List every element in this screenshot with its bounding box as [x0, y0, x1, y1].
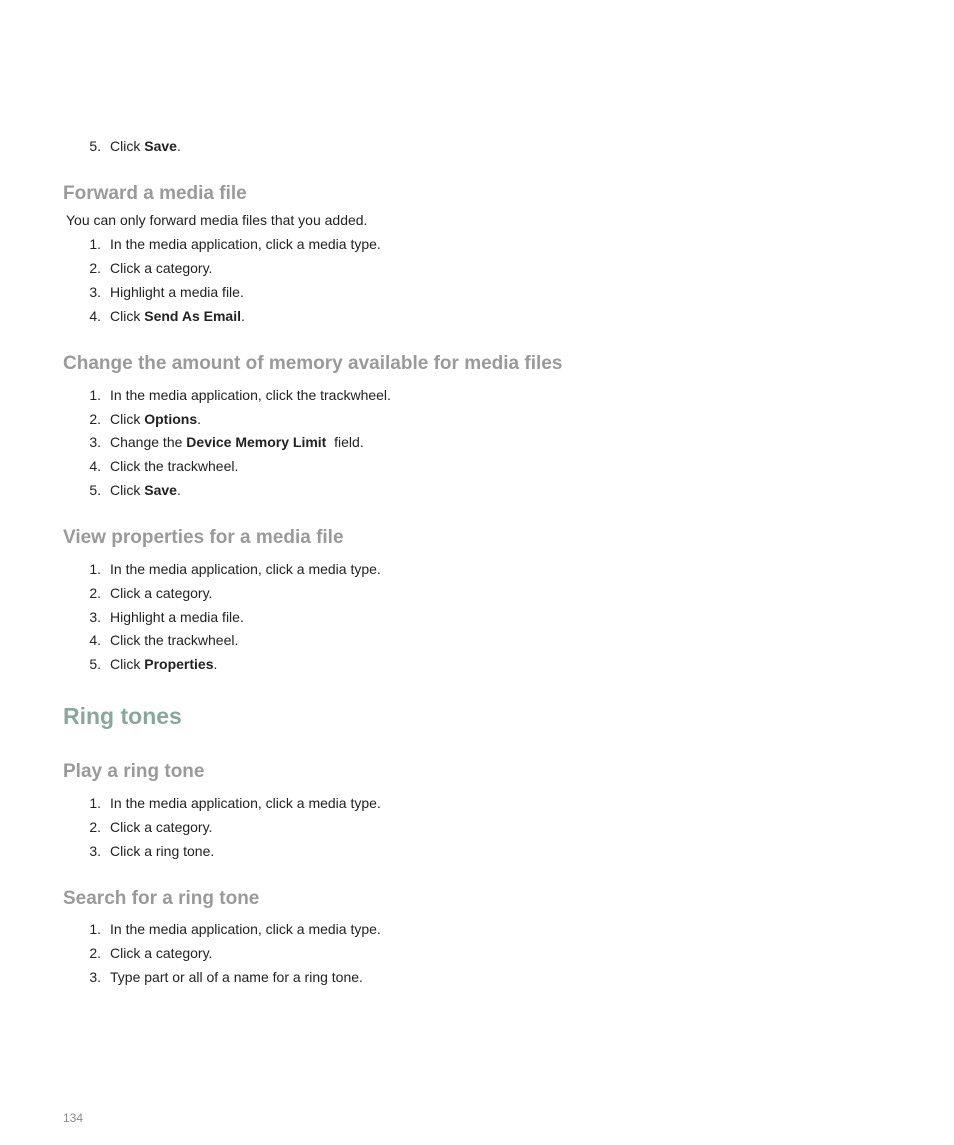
step-text: In the media application, click a media type.	[110, 236, 381, 252]
step-number: 4.	[89, 458, 101, 474]
step-text: In the media application, click a media type.	[110, 561, 381, 577]
step-number: 2.	[89, 945, 101, 961]
step-number: 1.	[89, 236, 101, 252]
step-number: 1.	[89, 387, 101, 403]
step-number: 1.	[89, 561, 101, 577]
step-number: 5.	[89, 482, 101, 498]
step-number: 3.	[89, 843, 101, 859]
chapter-heading-ring-tones: Ring tones	[63, 703, 182, 729]
step-text: Click a ring tone.	[110, 843, 215, 859]
step-text: Click Properties.	[110, 656, 218, 672]
step-text: Change the Device Memory Limit field.	[110, 434, 364, 450]
section-heading-memory: Change the amount of memory available for media files	[63, 353, 563, 374]
step-number: 3.	[89, 969, 101, 985]
step-number: 4.	[89, 632, 101, 648]
step-text: Click a category.	[110, 945, 213, 961]
step-number: 4.	[89, 308, 101, 324]
step-text: Click a category.	[110, 260, 213, 276]
section-intro-forward: You can only forward media files that you added.	[66, 212, 368, 228]
step-number: 5.	[89, 656, 101, 672]
step-text: Click Save.	[110, 138, 181, 154]
step-text: Type part or all of a name for a ring tone.	[110, 969, 363, 985]
step-text: In the media application, click a media type.	[110, 921, 381, 937]
step-number: 2.	[89, 260, 101, 276]
step-text: Click a category.	[110, 585, 213, 601]
step-text: In the media application, click the trackwheel.	[110, 387, 391, 403]
step-text: Click the trackwheel.	[110, 632, 239, 648]
step-text: Click a category.	[110, 819, 213, 835]
step-number: 2.	[89, 819, 101, 835]
step-number: 5.	[89, 138, 101, 154]
step-text: Click Options.	[110, 411, 202, 427]
step-text: In the media application, click a media type.	[110, 795, 381, 811]
page-number: 134	[63, 1111, 84, 1125]
section-heading-play: Play a ring tone	[63, 761, 205, 782]
step-text: Highlight a media file.	[110, 609, 244, 625]
section-heading-search: Search for a ring tone	[63, 888, 260, 909]
step-text: Click the trackwheel.	[110, 458, 239, 474]
step-number: 1.	[89, 795, 101, 811]
step-number: 3.	[89, 284, 101, 300]
step-text: Click Send As Email.	[110, 308, 245, 324]
step-number: 2.	[89, 411, 101, 427]
step-number: 2.	[89, 585, 101, 601]
step-text: Highlight a media file.	[110, 284, 244, 300]
step-number: 3.	[89, 609, 101, 625]
section-heading-forward: Forward a media file	[63, 183, 247, 204]
step-number: 3.	[89, 434, 101, 450]
step-text: Click Save.	[110, 482, 181, 498]
step-number: 1.	[89, 921, 101, 937]
section-heading-properties: View properties for a media file	[63, 527, 344, 548]
